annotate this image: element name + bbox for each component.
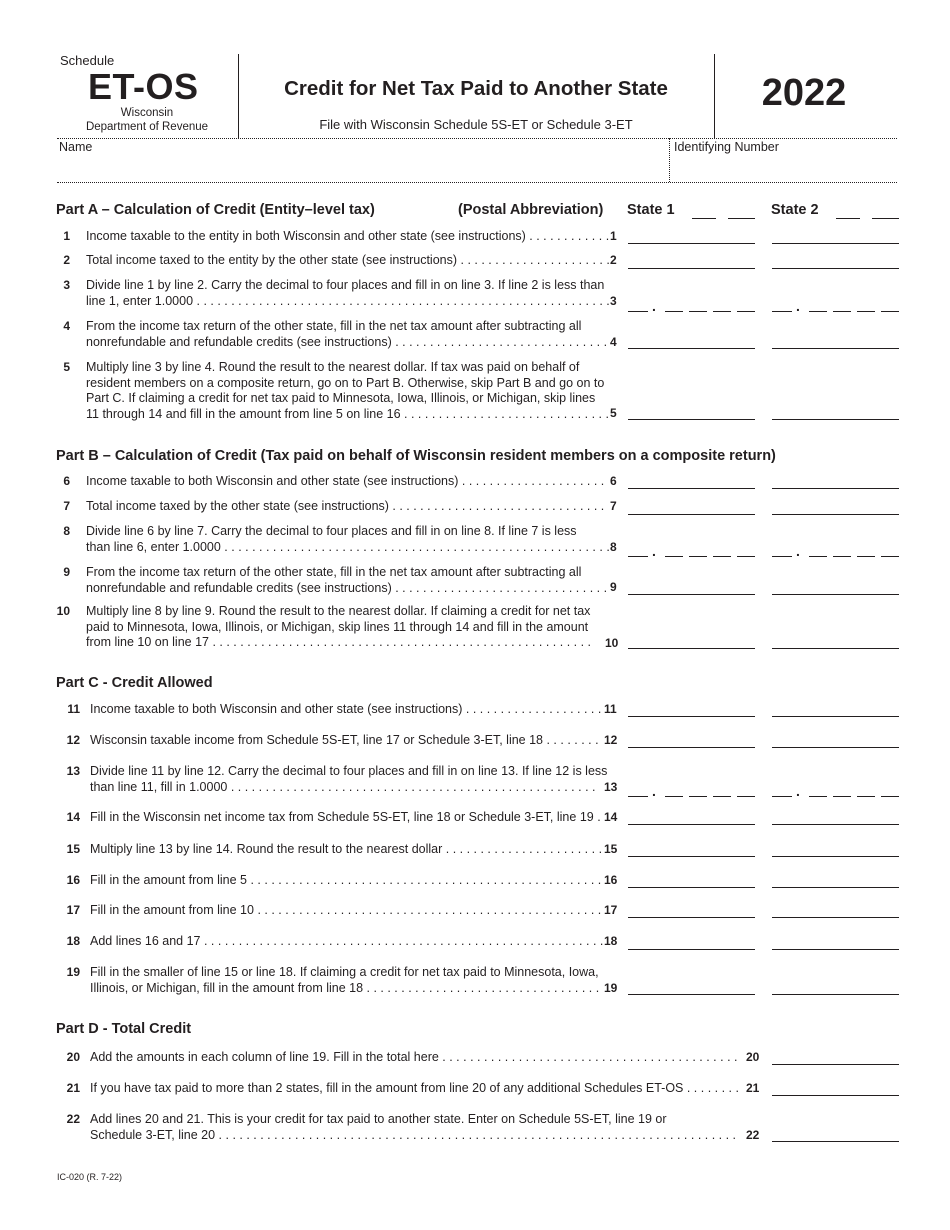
- line-16-state2-input[interactable]: [772, 887, 899, 888]
- line-13-number: 13: [66, 764, 80, 778]
- line-1-state2-input[interactable]: [772, 243, 899, 244]
- id-input[interactable]: [672, 150, 896, 180]
- line-5-ref: 5: [610, 406, 617, 420]
- decimal-whole-blank[interactable]: [628, 556, 648, 557]
- line-15-text: Multiply line 13 by line 14. Round the result to the nearest dollar . . . . . . . . . . . . . . . . . . . . . . .: [90, 842, 603, 856]
- line-16-ref: 16: [604, 873, 618, 887]
- line-11-state2-input[interactable]: [772, 716, 899, 717]
- line-1-number: 1: [63, 229, 70, 243]
- line-17-number: 17: [66, 903, 80, 917]
- line-19-ref: 19: [604, 981, 618, 995]
- decimal-digit-blank[interactable]: [713, 311, 731, 312]
- decimal-point: .: [796, 298, 800, 314]
- line-21-number: 21: [66, 1081, 80, 1095]
- line-11-state1-input[interactable]: [628, 716, 755, 717]
- line-1-state1-input[interactable]: [628, 243, 755, 244]
- line-7-number: 7: [63, 499, 70, 513]
- state2-postal-input-2[interactable]: [872, 218, 899, 219]
- decimal-digit-blank[interactable]: [809, 796, 827, 797]
- line-4-state2-input[interactable]: [772, 348, 899, 349]
- form-year: 2022: [761, 72, 847, 114]
- line-19-number: 19: [66, 965, 80, 979]
- decimal-digit-blank[interactable]: [833, 796, 851, 797]
- form-subtitle: File with Wisconsin Schedule 5S-ET or Schedule 3-ET: [319, 117, 633, 132]
- state2-postal-input-1[interactable]: [836, 218, 860, 219]
- line-15-ref: 15: [604, 842, 618, 856]
- agency-line-2: Department of Revenue: [85, 121, 209, 133]
- line-10-state2-input[interactable]: [772, 648, 899, 649]
- form-id-footer: IC-020 (R. 7-22): [57, 1172, 123, 1182]
- line-2-ref: 2: [610, 253, 617, 267]
- line-7-text: Total income taxed by the other state (see instructions) . . . . . . . . . . . . . . . . . . . . . . . . . . . . . . .: [86, 499, 605, 513]
- decimal-digit-blank[interactable]: [881, 796, 899, 797]
- line-20-number: 20: [66, 1050, 80, 1064]
- id-label: Identifying Number: [674, 140, 779, 154]
- line-16-text: Fill in the amount from line 5 . . . . . . . . . . . . . . . . . . . . . . . . . . . . . . . . . . . . . . . . . . . . . . . . . . .: [90, 873, 602, 887]
- line-18-state1-input[interactable]: [628, 949, 755, 950]
- line-8-ref: 8: [610, 540, 617, 554]
- line-4-number: 4: [63, 319, 70, 333]
- line-5-state2-input[interactable]: [772, 419, 899, 420]
- line-22-text: Add lines 20 and 21. This is your credit for tax paid to another state. Enter on Schedule 5S-ET, line 19 or Schedule 3-ET, line 20 . . . . . . . . . . . . . . . . . . . . . . . . . . . . . . . . . . . . . . . . . . . . . . . . . . . . . . . . . . . . . . . . . . . . . . . . . . .: [90, 1112, 737, 1142]
- form-code: ET-OS: [88, 66, 199, 107]
- line-14-number: 14: [66, 810, 80, 824]
- line-14-text: Fill in the Wisconsin net income tax from Schedule 5S-ET, line 18 or Schedule 3-ET, line 19 .: [90, 810, 601, 824]
- decimal-digit-blank[interactable]: [737, 556, 755, 557]
- line-10-state1-input[interactable]: [628, 648, 755, 649]
- part-b-heading: Part B – Calculation of Credit (Tax paid on behalf of Wisconsin resident members on a composite return): [56, 448, 776, 464]
- decimal-digit-blank[interactable]: [665, 311, 683, 312]
- decimal-whole-blank[interactable]: [628, 311, 648, 312]
- decimal-digit-blank[interactable]: [833, 556, 851, 557]
- line-18-ref: 18: [604, 934, 618, 948]
- line-2-state1-input[interactable]: [628, 268, 755, 269]
- line-6-state1-input[interactable]: [628, 488, 755, 489]
- line-9-text: From the income tax return of the other state, fill in the net tax amount after subtracting all nonrefundable and refundable credits (see instructions) . . . . . . . . . . . . . . . . . . . . . . . . . . . . . . .: [86, 565, 608, 595]
- decimal-digit-blank[interactable]: [809, 556, 827, 557]
- line-14-state2-input[interactable]: [772, 824, 899, 825]
- line-21-ref: 21: [746, 1081, 760, 1095]
- decimal-digit-blank[interactable]: [737, 796, 755, 797]
- form-title: Credit for Net Tax Paid to Another State: [284, 77, 668, 100]
- line-8-text: Divide line 6 by line 7. Carry the decimal to four places and fill in on line 8. If line 7 is less than line 6, enter 1.0000 . . . . . . . . . . . . . . . . . . . . . . . . . . . . . . . . . . . . . . . . . . . . . . . . . . . . . . . .: [86, 524, 610, 554]
- line-4-state1-input[interactable]: [628, 348, 755, 349]
- decimal-digit-blank[interactable]: [665, 556, 683, 557]
- line-5-text: Multiply line 3 by line 4. Round the result to the nearest dollar. If tax was paid on behalf of resident members on a composite return, go on to Part B. Otherwise, skip Part B and go on to Part C. If claiming a credit for net tax paid to Minnesota, Iowa, Illinois, or Michigan, skip lines 11 through 14 and fill in the amount from line 5 on line 16 . . . . . . . . . . . . . . . . . . . . . . . . . . . . . .: [86, 360, 609, 421]
- line-9-state2-input[interactable]: [772, 594, 899, 595]
- line-17-ref: 17: [604, 903, 618, 917]
- state1-postal-input-2[interactable]: [728, 218, 755, 219]
- line-20-text: Add the amounts in each column of line 19. Fill in the total here . . . . . . . . . . . . . . . . . . . . . . . . . . . . . . . . . . . . . . . . . . .: [90, 1050, 738, 1064]
- line-19-state2-input[interactable]: [772, 994, 899, 995]
- decimal-digit-blank[interactable]: [857, 311, 875, 312]
- decimal-digit-blank[interactable]: [689, 556, 707, 557]
- line-9-ref: 9: [610, 580, 617, 594]
- line-2-number: 2: [63, 253, 70, 267]
- decimal-digit-blank[interactable]: [713, 556, 731, 557]
- line-13-ref: 13: [604, 780, 618, 794]
- decimal-digit-blank[interactable]: [689, 311, 707, 312]
- line-12-state1-input[interactable]: [628, 747, 755, 748]
- line-15-number: 15: [66, 842, 80, 856]
- line-10-number: 10: [56, 604, 70, 618]
- state1-label: State 1: [627, 202, 675, 218]
- part-d-heading: Part D - Total Credit: [56, 1021, 192, 1037]
- decimal-digit-blank[interactable]: [737, 311, 755, 312]
- line-20-total-input[interactable]: [772, 1064, 899, 1065]
- name-label: Name: [59, 140, 93, 154]
- line-21-text: If you have tax paid to more than 2 states, fill in the amount from line 20 of any additional Schedules ET-OS . . . . . . . .: [90, 1081, 739, 1095]
- part-a-heading: Part A – Calculation of Credit (Entity–level tax): [56, 202, 375, 218]
- line-11-number: 11: [67, 702, 80, 716]
- line-20-ref: 20: [746, 1050, 760, 1064]
- decimal-digit-blank[interactable]: [881, 556, 899, 557]
- line-12-text: Wisconsin taxable income from Schedule 5S-ET, line 17 or Schedule 3-ET, line 18 . . . . . . . .: [90, 733, 599, 747]
- line-12-state2-input[interactable]: [772, 747, 899, 748]
- decimal-whole-blank[interactable]: [772, 796, 792, 797]
- line-17-state1-input[interactable]: [628, 917, 755, 918]
- state2-label: State 2: [771, 202, 819, 218]
- line-7-state1-input[interactable]: [628, 514, 755, 515]
- line-5-number: 5: [63, 360, 70, 374]
- decimal-whole-blank[interactable]: [628, 796, 648, 797]
- decimal-digit-blank[interactable]: [881, 311, 899, 312]
- line-12-number: 12: [66, 733, 80, 747]
- line-22-ref: 22: [746, 1128, 760, 1142]
- name-input[interactable]: [57, 150, 667, 180]
- decimal-point: .: [796, 543, 800, 559]
- decimal-digit-blank[interactable]: [665, 796, 683, 797]
- line-18-text: Add lines 16 and 17 . . . . . . . . . . . . . . . . . . . . . . . . . . . . . . . . . . . . . . . . . . . . . . . . . . . . . . . . . .: [90, 934, 604, 948]
- postal-abbrev-label: (Postal Abbreviation): [458, 202, 604, 218]
- decimal-digit-blank[interactable]: [809, 311, 827, 312]
- name-id-divider: [669, 138, 670, 182]
- line-21-additional-input[interactable]: [772, 1095, 899, 1096]
- line-2-state2-input[interactable]: [772, 268, 899, 269]
- line-10-ref: 10: [605, 636, 619, 650]
- decimal-digit-blank[interactable]: [857, 556, 875, 557]
- name-row-rule: [57, 182, 897, 183]
- line-15-state1-input[interactable]: [628, 856, 755, 857]
- decimal-digit-blank[interactable]: [689, 796, 707, 797]
- part-c-heading: Part C - Credit Allowed: [56, 675, 213, 691]
- line-8-number: 8: [63, 524, 70, 538]
- line-14-ref: 14: [604, 810, 618, 824]
- line-7-ref: 7: [610, 499, 617, 513]
- line-5-state1-input[interactable]: [628, 419, 755, 420]
- decimal-point: .: [796, 783, 800, 799]
- line-3-number: 3: [63, 278, 70, 292]
- decimal-digit-blank[interactable]: [857, 796, 875, 797]
- line-16-state1-input[interactable]: [628, 887, 755, 888]
- line-4-ref: 4: [610, 335, 617, 349]
- line-18-state2-input[interactable]: [772, 949, 899, 950]
- decimal-point: .: [652, 543, 656, 559]
- line-3-text: Divide line 1 by line 2. Carry the decimal to four places and fill in on line 3. If line 2 is less than line 1, enter 1.0000 . . . . . . . . . . . . . . . . . . . . . . . . . . . . . . . . . . . . . . . . . . . . . . . . . . . . . . . . . . . .: [86, 278, 610, 308]
- schedule-label: Schedule: [60, 53, 115, 68]
- line-17-text: Fill in the amount from line 10 . . . . . . . . . . . . . . . . . . . . . . . . . . . . . . . . . . . . . . . . . . . . . . . . . .: [90, 903, 602, 917]
- decimal-whole-blank[interactable]: [772, 311, 792, 312]
- line-7-state2-input[interactable]: [772, 514, 899, 515]
- line-15-state2-input[interactable]: [772, 856, 899, 857]
- line-2-text: Total income taxed to the entity by the other state (see instructions) . . . . . . . . . . . . . . . . . . . . . .: [86, 253, 610, 267]
- line-13-text: Divide line 11 by line 12. Carry the decimal to four places and fill in on line 13. If line 12 is less than line 11, fill in 1.0000 . . . . . . . . . . . . . . . . . . . . . . . . . . . . . . . . . . . . . . . . . . . . . . . . . . . . .: [90, 764, 608, 794]
- line-11-ref: 11: [604, 702, 617, 716]
- line-18-number: 18: [66, 934, 80, 948]
- line-14-state1-input[interactable]: [628, 824, 755, 825]
- line-12-ref: 12: [604, 733, 618, 747]
- line-10-text: Multiply line 8 by line 9. Round the result to the nearest dollar. If claiming a credit for net tax paid to Minnesota, Iowa, Illinois, or Michigan, skip lines 11 through 14 and fill in the amount from line 10 on line 17 . . . . . . . . . . . . . . . . . . . . . . . . . . . . . . . . . . . . . . . . . . . . . . . . . . . . . . .: [86, 604, 592, 649]
- agency-line-1: Wisconsin: [120, 107, 174, 119]
- decimal-point: .: [652, 298, 656, 314]
- line-9-number: 9: [63, 565, 70, 579]
- decimal-point: .: [652, 783, 656, 799]
- line-4-text: From the income tax return of the other state, fill in the net tax amount after subtracting all nonrefundable and refundable credits (see instructions) . . . . . . . . . . . . . . . . . . . . . . . . . . . . . . .: [86, 319, 608, 349]
- line-6-text: Income taxable to both Wisconsin and other state (see instructions) . . . . . . . . . . . . . . . . . . . . .: [86, 474, 605, 488]
- line-1-text: Income taxable to the entity in both Wisconsin and other state (see instructions) . . . . . . . . . . . .: [86, 229, 610, 243]
- line-9-state1-input[interactable]: [628, 594, 755, 595]
- line-17-state2-input[interactable]: [772, 917, 899, 918]
- line-22-number: 22: [66, 1112, 80, 1126]
- line-1-ref: 1: [610, 229, 617, 243]
- decimal-digit-blank[interactable]: [713, 796, 731, 797]
- line-11-text: Income taxable to both Wisconsin and other state (see instructions) . . . . . . . . . . . . . . . . . . . .: [90, 702, 602, 716]
- line-16-number: 16: [66, 873, 80, 887]
- state1-postal-input-1[interactable]: [692, 218, 716, 219]
- line-6-number: 6: [63, 474, 70, 488]
- line-19-state1-input[interactable]: [628, 994, 755, 995]
- decimal-digit-blank[interactable]: [833, 311, 851, 312]
- line-3-ref: 3: [610, 294, 617, 308]
- line-22-credit-input[interactable]: [772, 1141, 899, 1142]
- line-6-ref: 6: [610, 474, 617, 488]
- line-19-text: Fill in the smaller of line 15 or line 18. If claiming a credit for net tax paid to Minnesota, Iowa, Illinois, or Michigan, fill in the amount from line 18 . . . . . . . . . . . . . . . . . . . . . . . . . . . . . . . . . .: [90, 965, 600, 995]
- line-6-state2-input[interactable]: [772, 488, 899, 489]
- header-rule: [57, 138, 897, 139]
- decimal-whole-blank[interactable]: [772, 556, 792, 557]
